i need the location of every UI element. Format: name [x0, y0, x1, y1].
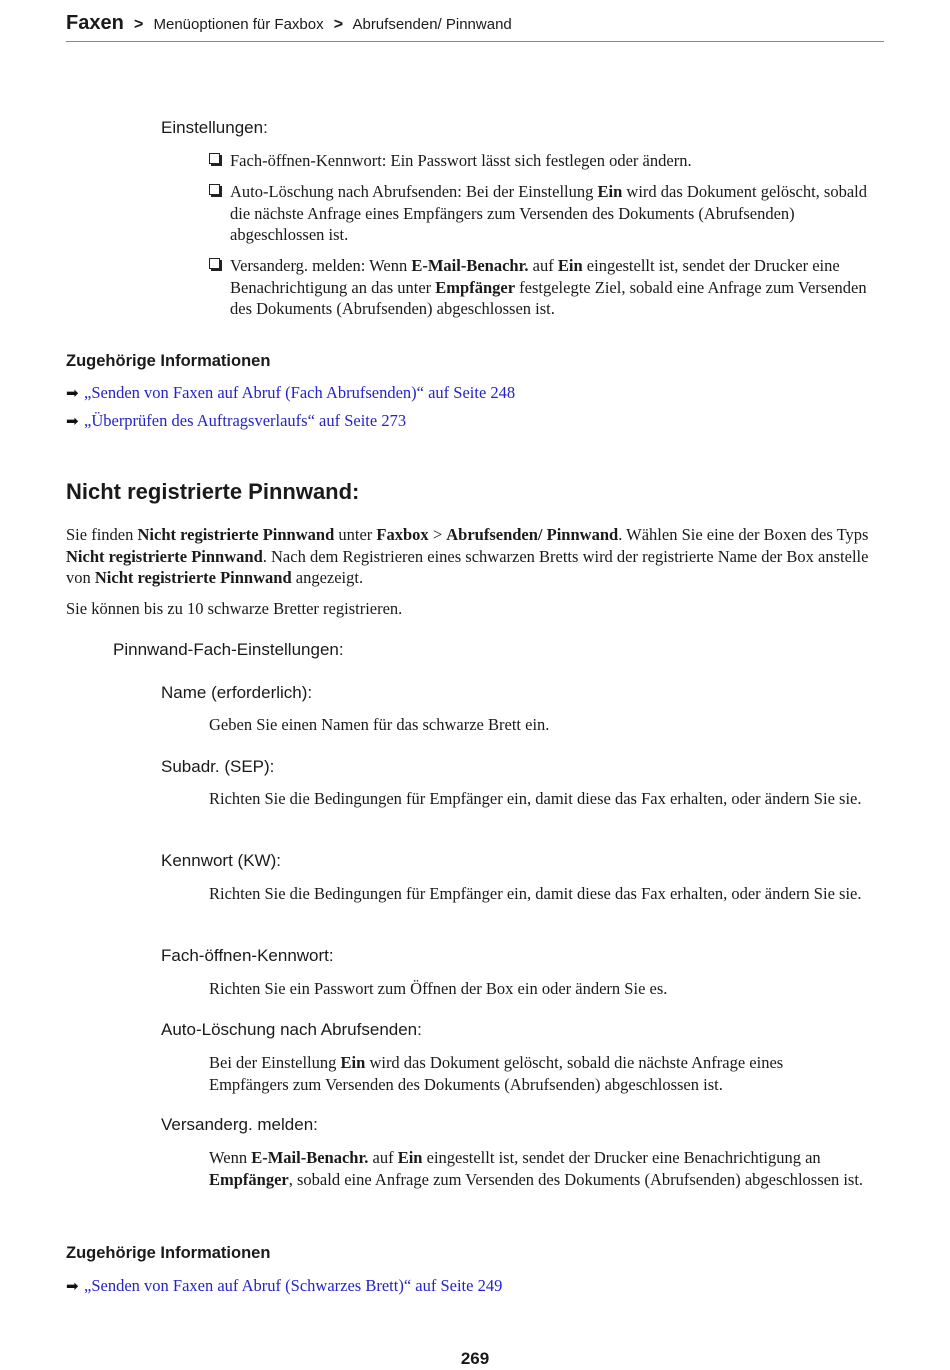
- breadcrumb-item-current: Abrufsenden/ Pinnwand: [352, 16, 512, 33]
- breadcrumb-root: Faxen: [66, 12, 124, 34]
- arrow-right-icon: ➡: [66, 384, 79, 402]
- arrow-right-icon: ➡: [66, 412, 79, 430]
- settings-label: Einstellungen:: [161, 118, 268, 137]
- field-description: Richten Sie die Bedingungen für Empfänger ein, damit diese das Fax erhalten, oder ändern Sie sie.: [209, 789, 862, 808]
- related-link-item[interactable]: [66, 1276, 502, 1296]
- section-paragraph: Sie können bis zu 10 schwarze Bretter registrieren.: [66, 599, 403, 618]
- field-description: Wenn E-Mail-Benachr. auf Ein eingestellt ist, sendet der Drucker eine Benachrichtigung an Empfänger, sobald eine Anfrage zum Versenden des Dokuments (Abrufsenden) abgeschlossen ist.: [209, 1148, 864, 1189]
- settings-bullet-item: [209, 255, 889, 321]
- checkbox-bullet-icon: [209, 184, 222, 197]
- section-paragraph: Sie finden Nicht registrierte Pinnwand unter Faxbox > Abrufsenden/ Pinnwand. Wählen Sie eine der Boxen des Typs Nicht registrierte Pinnwand. Nach dem Registrieren eines schwarzen Bretts wird der registrierte Name der Box anstelle von Nicht registrierte Pinnwand angezeigt.: [66, 525, 869, 587]
- related-link[interactable]: „Überprüfen des Auftragsverlaufs“ auf Seite 273: [84, 411, 407, 430]
- related-info-heading: Zugehörige Informationen: [66, 1244, 271, 1262]
- arrow-right-icon: ➡: [66, 1277, 79, 1295]
- breadcrumb: [66, 12, 884, 42]
- field-description: Geben Sie einen Namen für das schwarze Brett ein.: [209, 715, 550, 734]
- subsection-heading: Pinnwand-Fach-Einstellungen:: [113, 640, 344, 659]
- related-link-item[interactable]: [66, 411, 406, 431]
- settings-bullet-item: [209, 150, 889, 172]
- checkbox-bullet-icon: [209, 258, 222, 271]
- section-title: Nicht registrierte Pinnwand:: [66, 479, 360, 504]
- field-label: Name (erforderlich):: [161, 683, 313, 702]
- field-description: Richten Sie die Bedingungen für Empfänger ein, damit diese das Fax erhalten, oder ändern Sie sie.: [209, 884, 862, 903]
- field-description: Richten Sie ein Passwort zum Öffnen der Box ein oder ändern Sie es.: [209, 979, 668, 998]
- field-label: Kennwort (KW):: [161, 851, 281, 870]
- checkbox-bullet-icon: [209, 153, 222, 166]
- page-number: 269: [460, 1349, 490, 1368]
- bullet-text: Fach-öffnen-Kennwort: Ein Passwort lässt sich festlegen oder ändern.: [230, 151, 692, 170]
- related-link-item[interactable]: [66, 383, 515, 403]
- field-description: Bei der Einstellung Ein wird das Dokument gelöscht, sobald die nächste Anfrage eines Empfängers zum Versenden des Dokuments (Abrufsenden) abgeschlossen ist.: [209, 1053, 784, 1094]
- field-label: Versanderg. melden:: [161, 1115, 318, 1134]
- breadcrumb-item-faxbox-menu: Menüoptionen für Faxbox: [153, 16, 324, 33]
- bullet-text: Auto-Löschung nach Abrufsenden: Bei der Einstellung Ein wird das Dokument gelöscht, sobald die nächste Anfrage eines Empfängers zum Versenden des Dokuments (Abrufsenden) abgeschlossen ist.: [230, 182, 868, 244]
- breadcrumb-separator: >: [133, 16, 144, 33]
- related-link[interactable]: „Senden von Faxen auf Abruf (Schwarzes Brett)“ auf Seite 249: [84, 1276, 503, 1295]
- field-label: Auto-Löschung nach Abrufsenden:: [161, 1020, 422, 1039]
- related-info-heading: Zugehörige Informationen: [66, 352, 271, 370]
- breadcrumb-separator: >: [333, 16, 344, 33]
- related-link[interactable]: „Senden von Faxen auf Abruf (Fach Abrufsenden)“ auf Seite 248: [84, 383, 516, 402]
- field-label: Subadr. (SEP):: [161, 757, 275, 776]
- settings-bullet-item: [209, 181, 889, 247]
- field-label: Fach-öffnen-Kennwort:: [161, 946, 334, 965]
- bullet-text: Versanderg. melden: Wenn E-Mail-Benachr. auf Ein eingestellt ist, sendet der Drucker eine Benachrichtigung an das unter Empfänger festgelegte Ziel, sobald eine Anfrage zum Versenden des Dokuments (Abrufsenden) abgeschlossen ist.: [230, 256, 867, 318]
